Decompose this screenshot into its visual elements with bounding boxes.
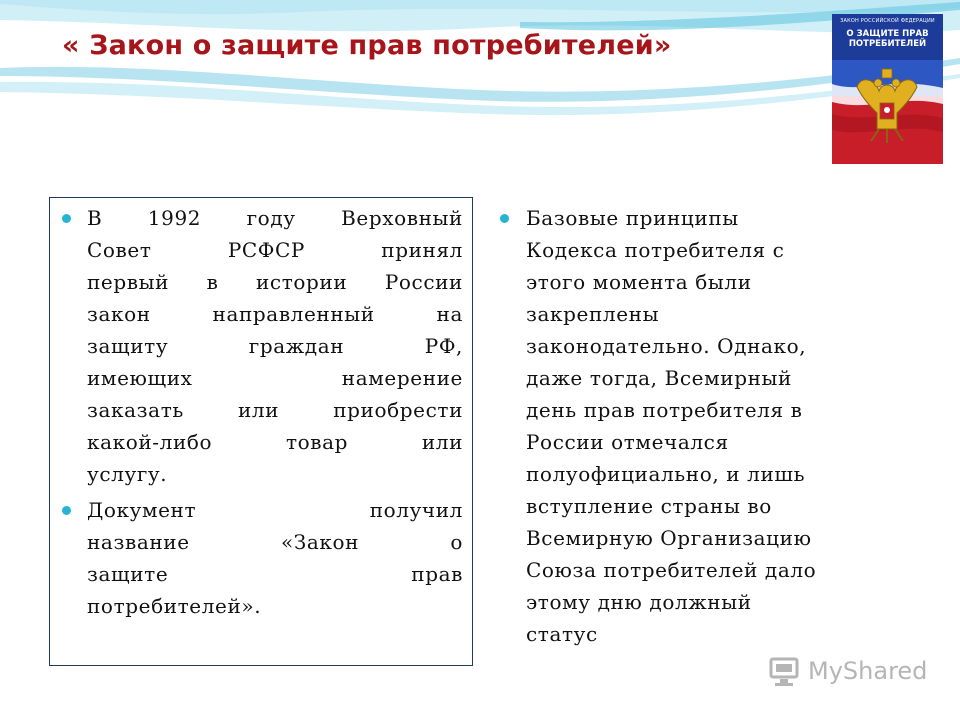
- text-line: Базовые принципы: [526, 206, 739, 230]
- watermark-screen-icon: [768, 655, 804, 687]
- left-paragraph-2: [87, 494, 463, 622]
- text-line: даже тогда, Всемирный: [526, 366, 792, 390]
- text-line: первый в истории России: [87, 270, 463, 294]
- text-line: Всемирную Организацию: [526, 526, 812, 550]
- cover-top-text: ЗАКОН РОССИЙСКОЙ ФЕДЕРАЦИИ: [840, 18, 935, 24]
- myshared-watermark: [768, 655, 928, 689]
- slide-title: « Закон о защите прав потребителей»: [62, 30, 672, 61]
- text-line: Кодекса потребителя с: [526, 238, 785, 262]
- text-line: защиту граждан РФ,: [87, 334, 463, 358]
- text-line: России отмечался: [526, 430, 729, 454]
- text-line: защите прав: [87, 562, 463, 586]
- cover-title-line: О ЗАЩИТЕ ПРАВ: [846, 29, 929, 39]
- text-line: статус: [526, 622, 598, 646]
- cover-title-line: ПОТРЕБИТЕЛЕЙ: [848, 39, 927, 49]
- text-line: имеющих намерение: [87, 366, 463, 390]
- cover-title: [832, 29, 943, 49]
- text-line: потребителей».: [87, 594, 262, 618]
- text-line: В 1992 году Верховный: [87, 206, 463, 230]
- text-line: услугу.: [87, 462, 168, 486]
- bullet-icon: [62, 506, 71, 515]
- header-wave-decoration: [0, 0, 960, 140]
- text-line: название «Закон о: [87, 530, 463, 554]
- bullet-icon: [500, 214, 509, 223]
- left-paragraph-1: [87, 202, 463, 490]
- text-line: заказать или приобрести: [87, 398, 463, 422]
- text-line: полуофициально, и лишь: [526, 462, 806, 486]
- text-line: закреплены: [526, 302, 660, 326]
- text-line: этого момента были: [526, 270, 752, 294]
- bullet-icon: [62, 214, 71, 223]
- text-line: Документ получил: [87, 498, 463, 522]
- text-line: Союза потребителей дало: [526, 558, 817, 582]
- text-line: вступление страны во: [526, 494, 772, 518]
- text-line: Совет РСФСР принял: [87, 238, 463, 262]
- text-line: этому дню должный: [526, 590, 752, 614]
- text-line: закон направленный на: [87, 302, 463, 326]
- text-line: день прав потребителя в: [526, 398, 803, 422]
- right-paragraph: [526, 202, 926, 650]
- text-line: какой-либо товар или: [87, 430, 463, 454]
- watermark-text: MyShared: [808, 657, 928, 685]
- law-book-cover-image: [832, 14, 943, 164]
- text-line: законодательно. Однако,: [526, 334, 807, 358]
